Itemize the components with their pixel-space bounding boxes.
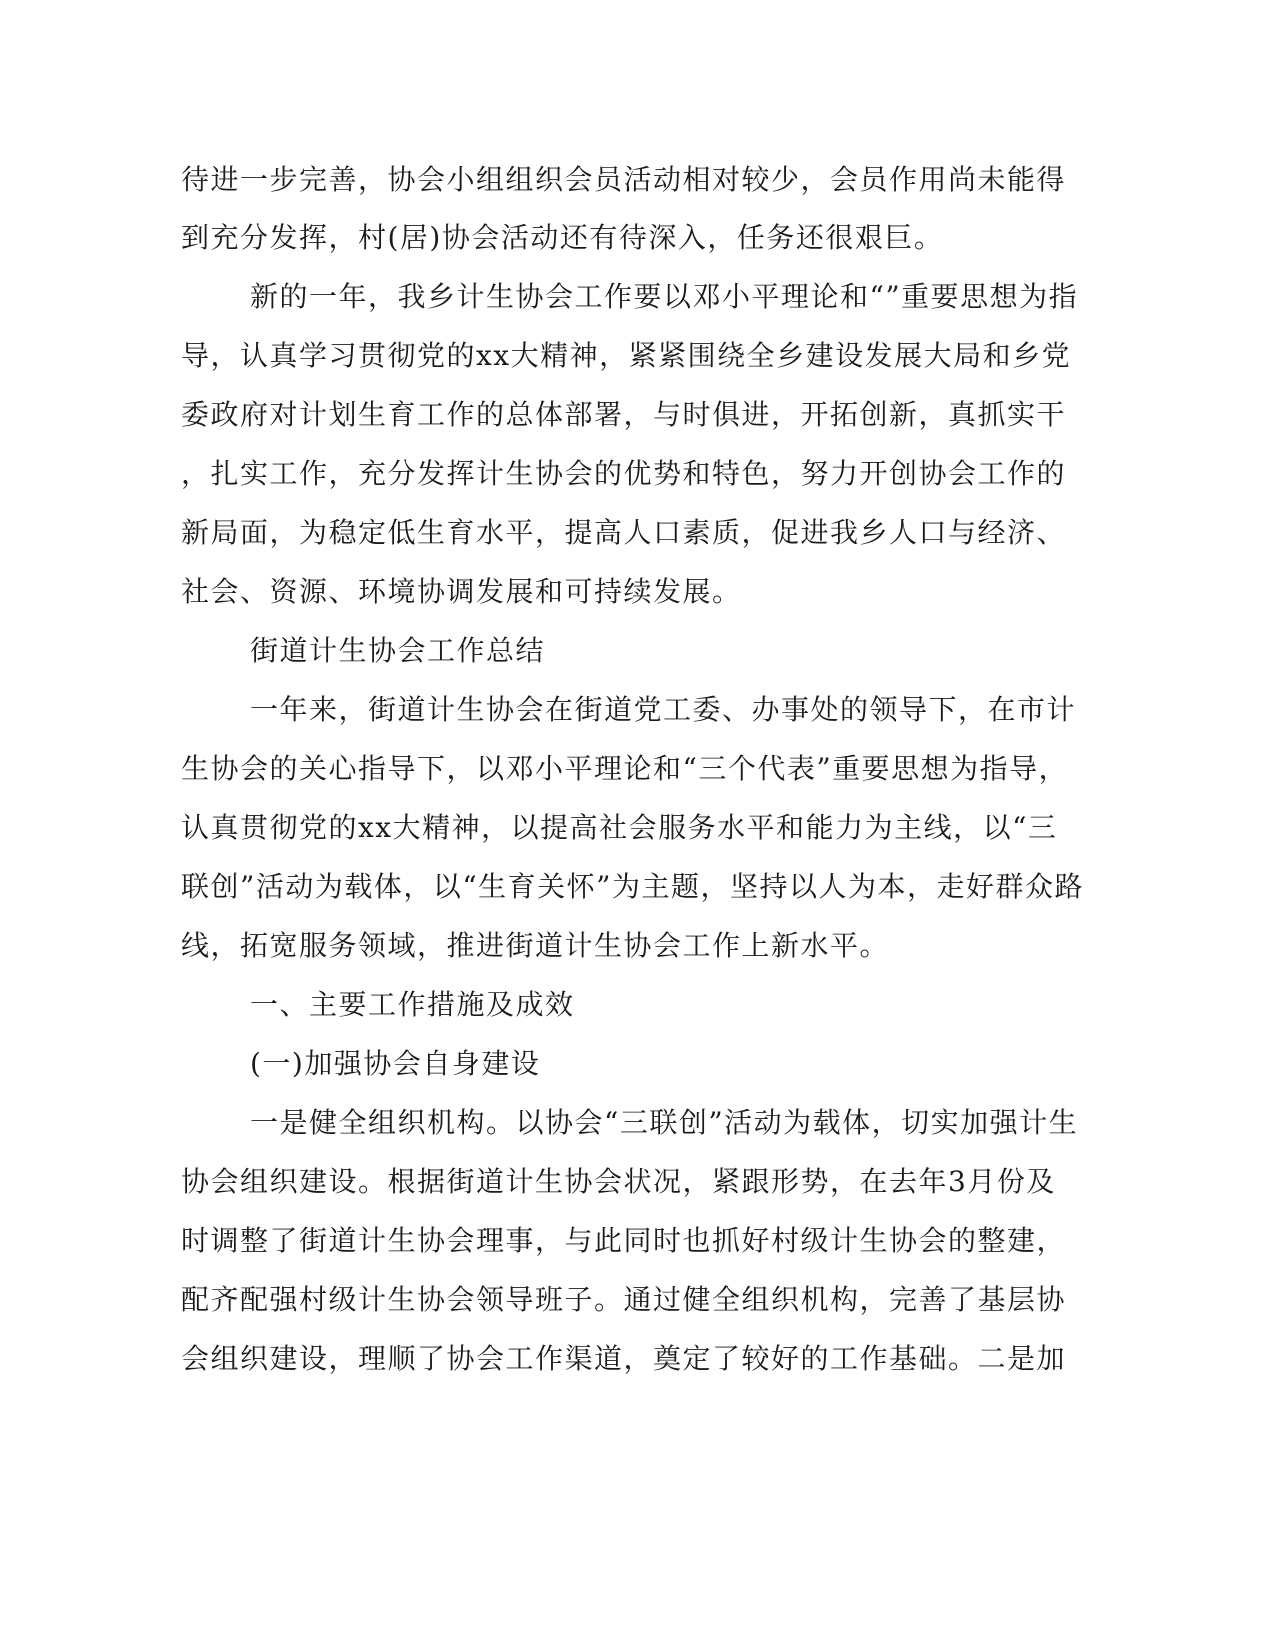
text-line: 联创”活动为载体，以“生育关怀”为主题，坚持以人为本，走好群众路 [181, 870, 1084, 903]
text-line: 认真贯彻党的xx大精神，以提高社会服务水平和能力为主线，以“三 [181, 811, 1058, 844]
text-line: 生协会的关心指导下，以邓小平理论和“三个代表”重要思想为指导， [181, 752, 1069, 785]
text-line: 配齐配强村级计生协会领导班子。通过健全组织机构，完善了基层协 [181, 1283, 1067, 1316]
text-line: 委政府对计划生育工作的总体部署，与时俱进，开拓创新，真抓实干 [181, 398, 1067, 431]
text-line: 新的一年，我乡计生协会工作要以邓小平理论和“”重要思想为指 [250, 280, 1079, 313]
text-line: 导，认真学习贯彻党的xx大精神，紧紧围绕全乡建设发展大局和乡党 [181, 339, 1072, 372]
text-line: 一是健全组织机构。以协会“三联创”活动为载体，切实加强计生 [250, 1106, 1079, 1139]
text-line: 协会组织建设。根据街道计生协会状况，紧跟形势，在去年3月份及 [181, 1165, 1056, 1198]
text-line: 线，拓宽服务领域，推进街道计生协会工作上新水平。 [181, 929, 890, 962]
text-line: ，扎实工作，充分发挥计生协会的优势和特色，努力开创协会工作的 [181, 457, 1067, 490]
section-heading: 一、主要工作措施及成效 [250, 988, 575, 1021]
text-line: 到充分发挥，村(居)协会活动还有待深入，任务还很艰巨。 [181, 221, 944, 254]
text-line: 会组织建设，理顺了协会工作渠道，奠定了较好的工作基础。二是加 [181, 1342, 1067, 1375]
text-line: 一年来，街道计生协会在街道党工委、办事处的领导下，在市计 [250, 693, 1077, 726]
section-heading: 街道计生协会工作总结 [250, 634, 546, 667]
text-line: 新局面，为稳定低生育水平，提高人口素质，促进我乡人口与经济、 [181, 516, 1067, 549]
text-line: 时调整了街道计生协会理事，与此同时也抓好村级计生协会的整建， [181, 1224, 1067, 1257]
text-line: 社会、资源、环境协调发展和可持续发展。 [181, 575, 742, 608]
text-line: 待进一步完善，协会小组组织会员活动相对较少，会员作用尚未能得 [181, 163, 1067, 196]
subsection-heading: (一)加强协会自身建设 [250, 1047, 541, 1080]
